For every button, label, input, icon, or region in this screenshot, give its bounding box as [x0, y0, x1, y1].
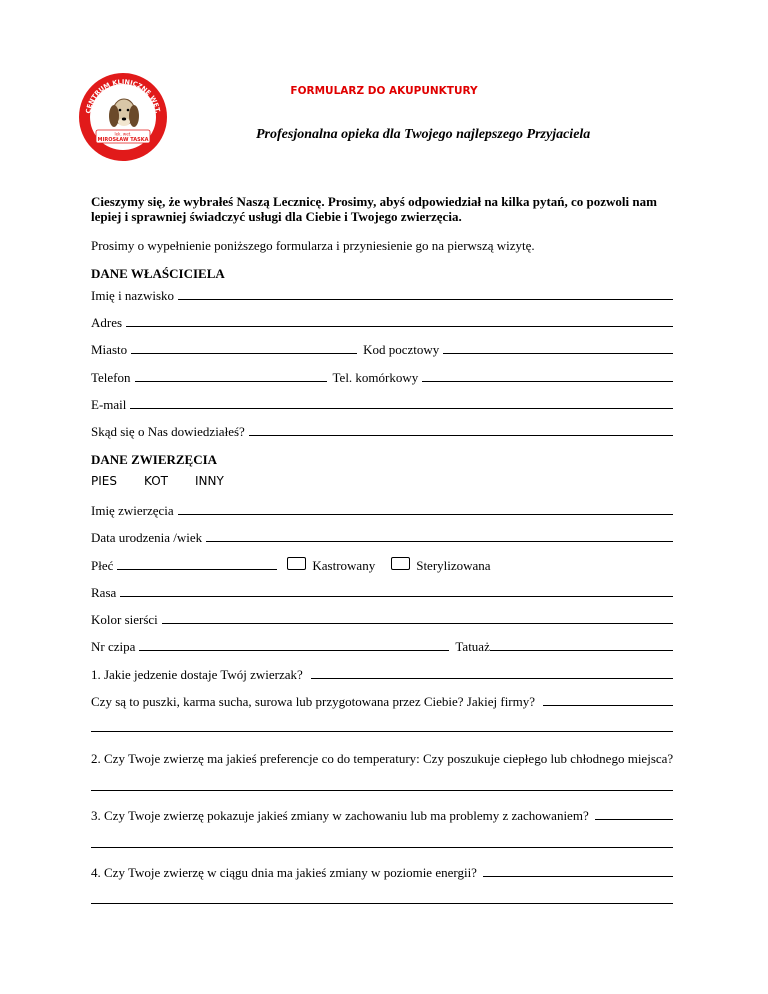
- owner-email-field[interactable]: E-mail: [91, 397, 673, 413]
- owner-phone-row[interactable]: Telefon Tel. komórkowy: [91, 370, 673, 386]
- species-cat[interactable]: KOT: [143, 474, 168, 488]
- neutered-checkbox[interactable]: [287, 557, 306, 570]
- pet-breed-field[interactable]: Rasa: [91, 585, 673, 601]
- sex-field[interactable]: [117, 558, 277, 570]
- owner-name-field[interactable]: Imię i nazwisko: [91, 288, 673, 304]
- logo-arc-text: CENTRUM KLINICZNE WET.: [84, 77, 162, 115]
- species-dog[interactable]: PIES: [91, 474, 117, 488]
- question-1[interactable]: 1. Jakie jedzenie dostaje Twój zwierzak?: [91, 667, 673, 683]
- answer-line-4[interactable]: [91, 903, 673, 904]
- species-options: [91, 474, 224, 488]
- owner-city-row[interactable]: Miasto Kod pocztowy: [91, 342, 673, 358]
- question-3[interactable]: 3. Czy Twoje zwierzę pokazuje jakieś zmiany w zachowaniu lub ma problemy z zachowaniem?: [91, 808, 673, 824]
- form-subtitle: Profesjonalna opieka dla Twojego najlepszego Przyjaciela: [256, 127, 591, 142]
- intro-text: Prosimy o wypełnienie poniższego formularza i przyniesienie go na pierwszą wizytę.: [91, 238, 535, 253]
- intro-bold-text: Cieszymy się, że wybrałeś Naszą Lecznicę. Prosimy, abyś odpowiedział na kilka pytań, co pozwoli nam lepiej i sprawniej świadczyć usługi dla Ciebie i Twojego zwierzęcia.: [91, 194, 657, 224]
- answer-line-1[interactable]: [91, 731, 673, 732]
- answer-line-2[interactable]: [91, 790, 673, 791]
- pet-sex-row: Płeć Kastrowany Sterylizowana: [91, 558, 491, 573]
- pet-birth-field[interactable]: Data urodzenia /wiek: [91, 530, 673, 546]
- logo-small-text: lek. wet.: [114, 131, 132, 137]
- form-title: FORMULARZ DO AKUPUNKTURY: [290, 85, 478, 97]
- question-1b[interactable]: Czy są to puszki, karma sucha, surowa lub przygotowana przez Ciebie? Jakiej firmy?: [91, 694, 673, 710]
- logo-name-text: MIROSŁAW TASKA: [97, 137, 149, 143]
- owner-heading: DANE WŁAŚCICIELA: [91, 266, 225, 281]
- answer-line-3[interactable]: [91, 847, 673, 848]
- spayed-checkbox[interactable]: [391, 557, 410, 570]
- pet-heading: DANE ZWIERZĘCIA: [91, 452, 218, 467]
- species-other[interactable]: INNY: [194, 474, 224, 488]
- question-4[interactable]: 4. Czy Twoje zwierzę w ciągu dnia ma jakieś zmiany w poziomie energii?: [91, 865, 673, 881]
- owner-source-field[interactable]: Skąd się o Nas dowiedziałeś?: [91, 424, 673, 440]
- pet-chip-row[interactable]: Nr czipa Tatuaż: [91, 639, 673, 655]
- pet-name-field[interactable]: Imię zwierzęcia: [91, 503, 673, 519]
- owner-address-field[interactable]: Adres: [91, 315, 673, 331]
- pet-color-field[interactable]: Kolor sierści: [91, 612, 673, 628]
- question-2: 2. Czy Twoje zwierzę ma jakieś preferencje co do temperatury: Czy poszukuje ciepłego lub chłodnego miejsca?: [91, 751, 674, 766]
